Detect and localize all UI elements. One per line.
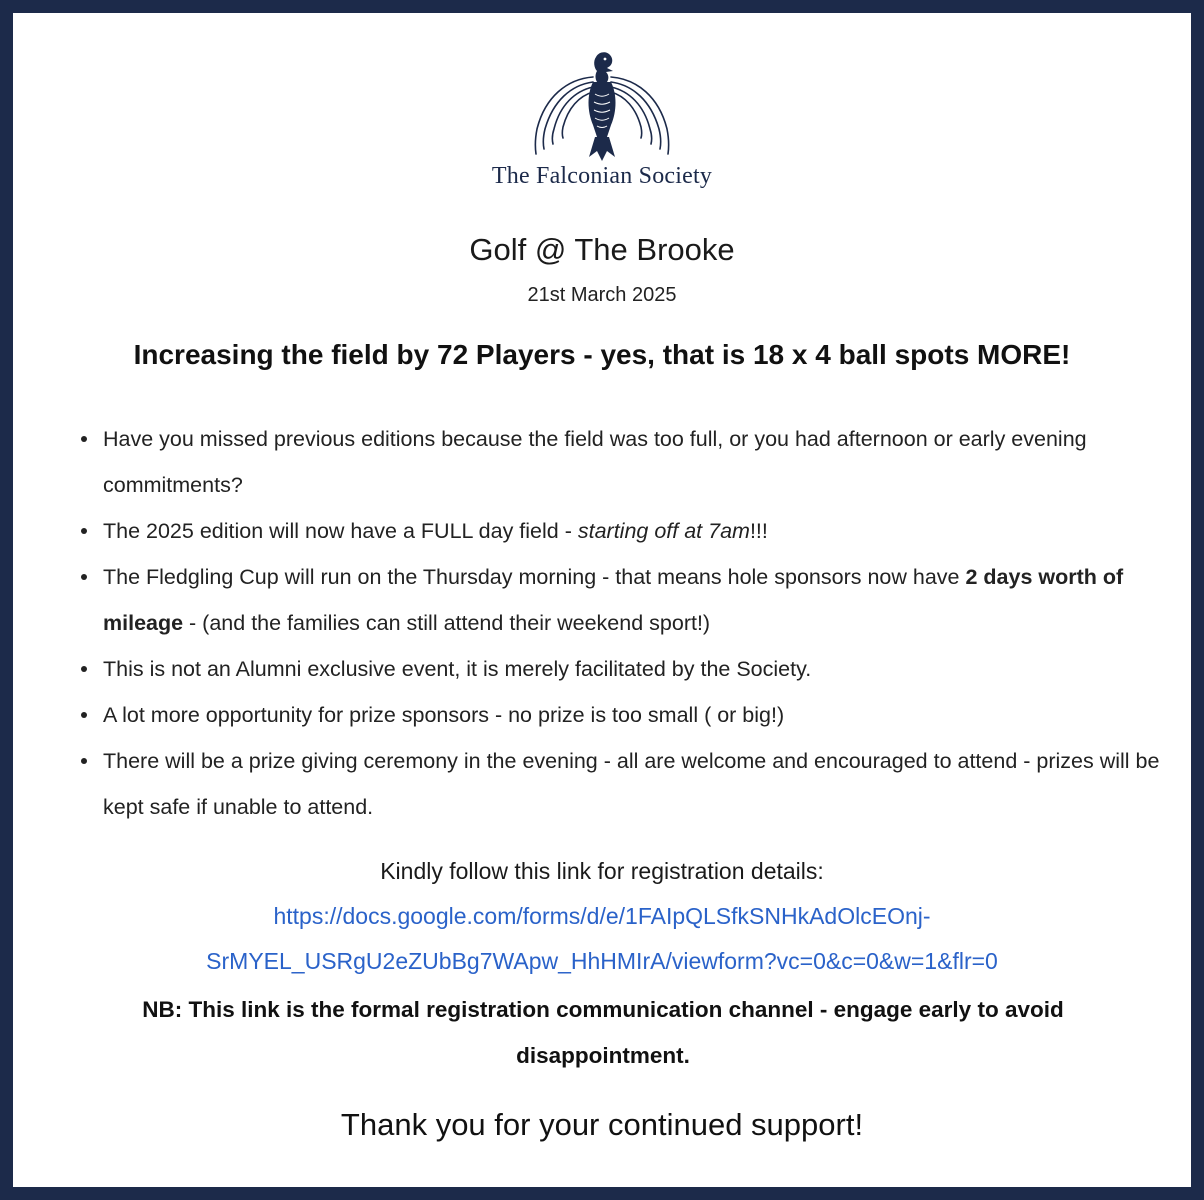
falcon-crest-icon [13,49,1191,167]
bullet-text: This is not an Alumni exclusive event, it is merely facilitated by the Society. [103,657,812,681]
event-date: 21st March 2025 [527,284,677,306]
bullet-text: Have you missed previous editions because the field was too full, or you had afternoon or early evening commitments? [103,427,1087,497]
registration-note: NB: This link is the formal registration communication channel - engage early to avoid disappointment. [142,997,1064,1068]
bullet-text: - (and the families can still attend their weekend sport!) [183,611,711,635]
closing-message: Thank you for your continued support! [340,1107,864,1142]
headline: Increasing the field by 72 Players - yes, that is 18 x 4 ball spots MORE! [133,339,1071,370]
bullet-item [91,646,1181,692]
bullet-text: A lot more opportunity for prize sponsors - no prize is too small ( or big!) [103,703,785,727]
bullet-text: !!! [749,519,768,543]
bullet-text: There will be a prize giving ceremony in the evening - all are welcome and encouraged to attend - prizes will be kept safe if unable to attend. [103,749,1160,819]
bullet-item [91,692,1181,738]
bullet-emphasis: starting off at 7am [577,519,750,543]
registration-link-line-2[interactable]: SrMYEL_USRgU2eZUbBg7WApw_HhHMIrA/viewform?vc=0&c=0&w=1&flr=0 [206,948,998,974]
bullet-item [91,416,1181,508]
bullet-emphasis: 2 days worth of mileage [103,565,1124,635]
event-title: Golf @ The Brooke [469,232,735,267]
registration-block [13,849,1191,984]
bullet-item [91,554,1181,646]
bullet-text: The 2025 edition will now have a FULL day field - [103,519,578,543]
society-name: The Falconian Society [491,163,713,189]
registration-intro: Kindly follow this link for registration details: [380,858,824,884]
bullet-item [91,738,1181,830]
bullet-item [91,508,1181,554]
bullet-text: The Fledgling Cup will run on the Thursday morning - that means hole sponsors now have [103,565,966,589]
info-bullet-list [79,416,1181,830]
registration-link-line-1[interactable]: https://docs.google.com/forms/d/e/1FAIpQLSfkSNHkAdOlcEOnj- [273,903,931,929]
